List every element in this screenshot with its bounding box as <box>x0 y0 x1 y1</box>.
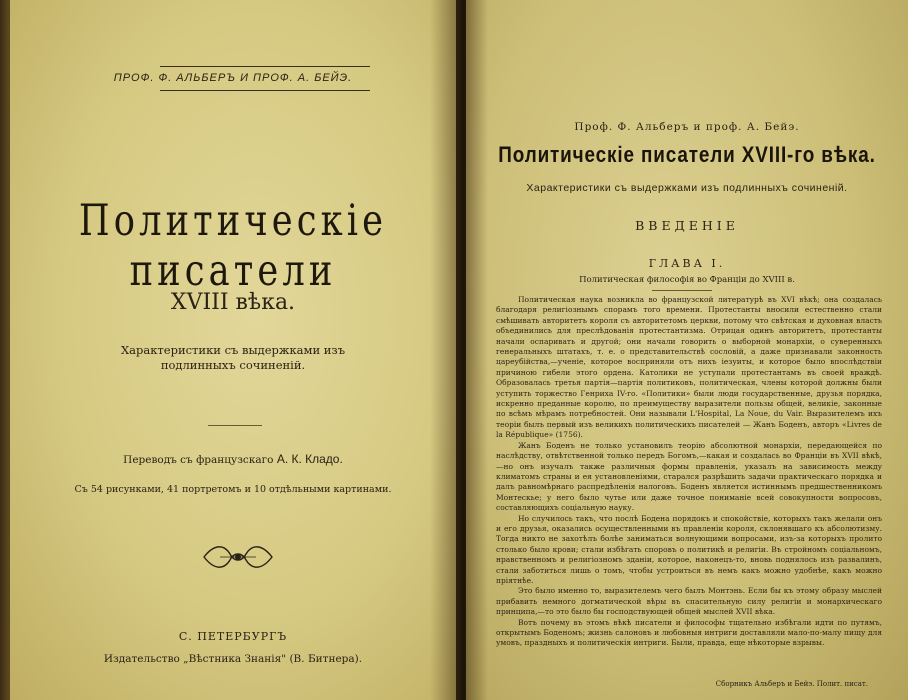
translation-prefix: Переводъ съ французскаго <box>123 454 274 466</box>
paragraph: Но случилось такъ, что послѣ Бодена порядокъ и спокойствіе, которыхъ такъ желали онъ и его друзья, оказались осуществленными въ правленіи короля, склонявшаго къ абсолютизму. Тогда никто не захотѣлъ болѣе заниматься волнующими вопросами, изъ-за которыхъ пролито столько было крови; стали избѣгать споровъ о политикѣ и религіи. Въ стройномъ соціальномъ, нравственномъ и религіозномъ зданіи, которое, наконецъ-то, вновь поднялось изъ развалинъ, стали заботиться лишь о томъ, чтобы устроиться въ немъ какъ можно удобнѣе, какъ можно пріятнѣе. <box>496 513 882 585</box>
paragraph: Жанъ Боденъ не только установилъ теорію абсолютной монархіи, передающейся по наслѣдству, отвѣтственной только передъ Богомъ,—какая и создалась во Франціи въ XVII вѣкѣ,—но онъ изучалъ также различныя формы правленія, указалъ на зависимость между климатомъ страны и ея установленіями, старался разрѣшить задачи практическаго порядка и далъ равномѣрнаго распредѣленія налоговъ. Боденъ является истиннымъ предшественникомъ Монтескье; у него было чутье или даже точное пониманіе всей совокупности вопросовъ, составляющихъ соціальную науку. <box>496 440 882 513</box>
bottom-rule <box>160 90 370 91</box>
left-page <box>10 0 456 700</box>
ornament-icon <box>200 542 276 572</box>
chapter-divider <box>652 290 712 291</box>
gutter-shadow <box>466 0 488 700</box>
introduction-heading: ВВЕДЕНІЕ <box>635 218 739 233</box>
top-rule <box>160 66 370 67</box>
subtitle: Характеристики съ выдержками изъ подлинныхъ сочиненій. <box>526 182 848 194</box>
illustrations-note: Съ 54 рисунками, 41 портретомъ и 10 отдѣльными картинами. <box>74 484 392 495</box>
paragraph: Вотъ почему въ этомъ вѣкѣ писатели и философы тщательно избѣгали идти по путямъ, открытымъ Боденомъ; жизнь салоновъ и любовныя интриги доставляли мало-по-малу пищу для умовъ, праздныхъ и политическія интриги. Были, правда, еще нѣкоторые взрывы. <box>496 617 882 648</box>
divider <box>208 425 262 426</box>
publisher: Издательство „Вѣстника Знанія" (В. Битнера). <box>103 653 363 665</box>
body-text <box>496 295 882 655</box>
paragraph: Это было именно то, выразителемъ чего былъ Монтэнь. Если бы къ этому образу мыслей прибавить немного догматической вѣры въ спасительную силу религіи и монархическаго принципа,—то это было бы господствующей общей мыслей XVII вѣка. <box>496 586 882 617</box>
chapter-heading: ГЛАВА I. <box>648 257 726 270</box>
translator-name: А. К. Кладо. <box>276 452 343 466</box>
translation-line <box>10 452 456 466</box>
chapter-title: Политическая философія во Франціи до XVIII в. <box>579 275 795 285</box>
subtitle: Характеристики съ выдержками изъ подлинныхъ сочиненій. <box>120 343 346 372</box>
authors-heading: Проф. Ф. Альберъ и проф. А. Бейэ. <box>574 121 800 133</box>
century-subtitle: XVIII вѣка. <box>170 290 296 315</box>
page-footer: Сборникъ Альберъ и Бейэ. Полит. писат. <box>715 680 868 688</box>
right-page <box>466 0 908 700</box>
city: С. ПЕТЕРБУРГЪ <box>178 630 288 643</box>
paragraph: Политическая наука возникла во французской литературѣ въ XVI вѣкѣ; она создалась благодаря религіознымъ спорамъ того времени. Протестанты вносили естественно стали смѣшивать авторитетъ короля съ авторитетомъ церкви, потому что свѣтская и духовная власть объединились для преслѣдованія протестантизма. Отрицая одинъ авторитетъ, протестанты начали оспаривать и другой; они начали говорить о выборной монархіи, о суверенныхъ генеральныхъ штатахъ, т. е. о представительствѣ сословій, а даже признавали законность цареубійства,—ученіе, которое восприняли отъ нихъ іезуиты, и которое было впослѣдствіи причиною гибели этого ордена. Католики не уступали протестантамъ въ своей враждѣ. Образовалась третья партія—партія политиковъ, политическая, члены которой должны были уступить торжество Генриха IV-го. «Политики» были люди государственные, друзья порядка, искренно преданные королю, по преимуществу выразители пользы общей, великіе, законные по всѣмъ мѣрамъ потребностей. Они называли L'Hospital, La Noue, du Vair. Выразителемъ ихъ теоріи былъ первый изъ великихъ политическихъ писателей — Жанъ Боденъ, авторъ «Livres de la République» (1756). <box>496 295 882 440</box>
title: Политическіе писатели <box>78 196 388 296</box>
authors-heading: ПРОФ. Ф. АЛЬБЕРЪ И ПРОФ. А. БЕЙЭ. <box>113 72 353 84</box>
title: Политическіе писатели XVIII-го вѣка. <box>498 142 876 167</box>
